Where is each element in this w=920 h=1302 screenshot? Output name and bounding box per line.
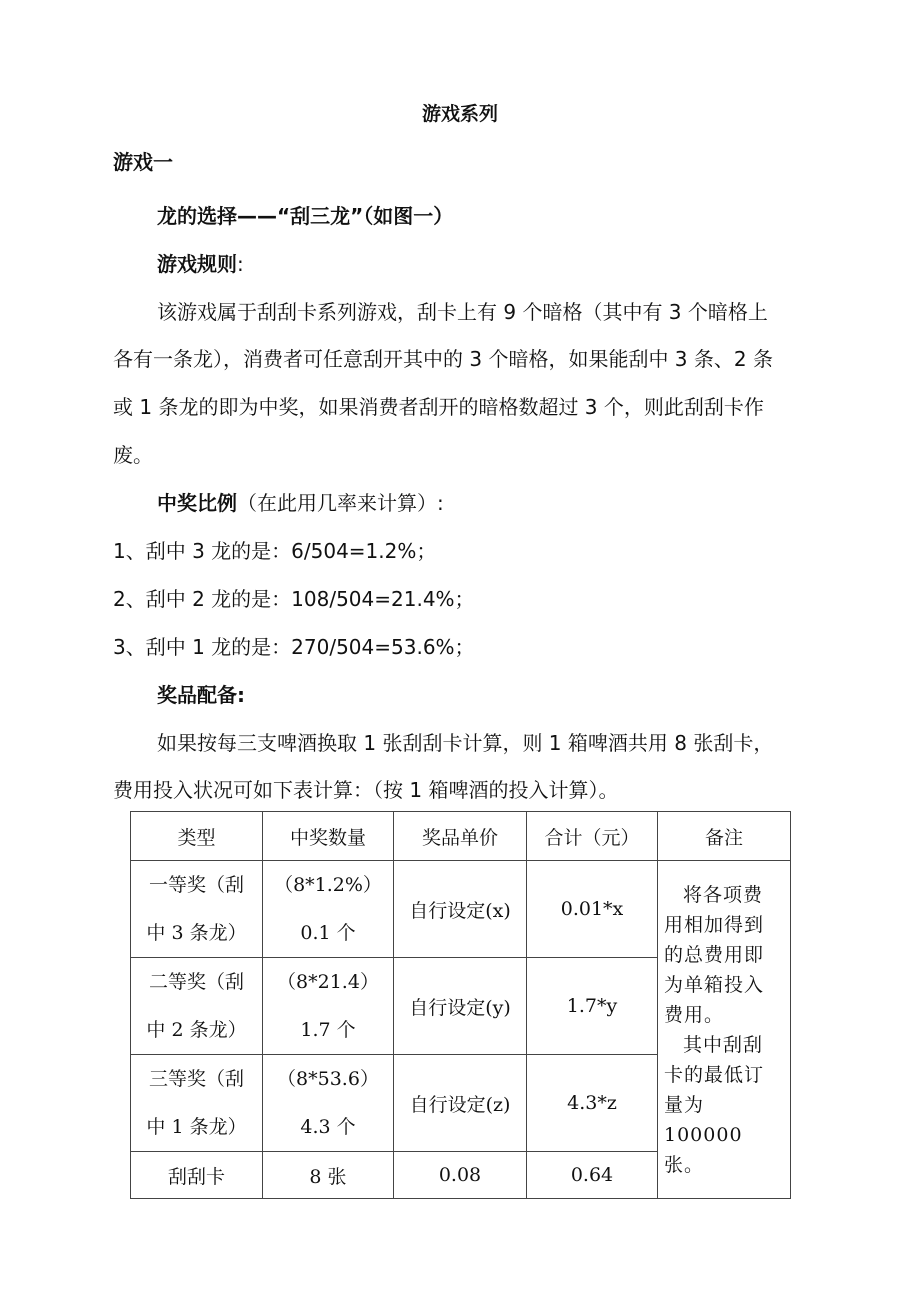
price-cell: 自行设定(z) — [394, 1055, 527, 1152]
rules-heading: 游戏规则 — [157, 252, 237, 276]
header-type: 类型 — [131, 812, 263, 861]
prize-heading: 奖品配备: — [157, 683, 245, 707]
game-heading: 游戏一 — [113, 150, 173, 174]
rules-line: 废。 — [113, 443, 153, 467]
price-cell: 自行设定(x) — [394, 861, 527, 958]
header-qty: 中奖数量 — [263, 812, 394, 861]
type-cell: 二等奖（刮 中 2 条龙） — [131, 958, 263, 1055]
ratio-item: 1、刮中 3 龙的是：6/504=1.2%； — [113, 539, 437, 563]
table-row — [131, 861, 791, 958]
subtitle: 龙的选择——“刮三龙”（如图一） — [157, 204, 454, 228]
rules-line: 该游戏属于刮刮卡系列游戏，刮卡上有 9 个暗格（其中有 3 个暗格上 — [157, 300, 768, 324]
price-cell: 自行设定(y) — [394, 958, 527, 1055]
ratio-item: 2、刮中 2 龙的是：108/504=21.4%； — [113, 587, 475, 611]
type-cell: 一等奖（刮 中 3 条龙） — [131, 861, 263, 958]
header-price: 奖品单价 — [394, 812, 527, 861]
type-cell: 三等奖（刮 中 1 条龙） — [131, 1055, 263, 1152]
total-cell: 0.01*x — [527, 861, 658, 958]
table-header-row — [131, 812, 791, 861]
prize-table — [130, 811, 791, 1199]
type-cell: 刮刮卡 — [131, 1152, 263, 1199]
price-cell: 0.08 — [394, 1152, 527, 1199]
rules-line: 或 1 条龙的即为中奖，如果消费者刮开的暗格数超过 3 个，则此刮刮卡作 — [113, 395, 764, 419]
header-note: 备注 — [658, 812, 791, 861]
total-cell: 4.3*z — [527, 1055, 658, 1152]
ratio-item: 3、刮中 1 龙的是：270/504=53.6%； — [113, 635, 475, 659]
rules-line: 各有一条龙），消费者可任意刮开其中的 3 个暗格，如果能刮中 3 条、2 条 — [113, 347, 773, 371]
header-total: 合计（元） — [527, 812, 658, 861]
prize-line: 如果按每三支啤酒换取 1 张刮刮卡计算，则 1 箱啤酒共用 8 张刮卡， — [157, 731, 774, 755]
qty-cell: （8*1.2%） 0.1 个 — [263, 861, 394, 958]
ratio-heading-line — [157, 489, 444, 517]
rules-heading-line — [157, 250, 244, 278]
qty-cell: （8*53.6） 4.3 个 — [263, 1055, 394, 1152]
qty-cell: （8*21.4） 1.7 个 — [263, 958, 394, 1055]
prize-line: 费用投入状况可如下表计算：（按 1 箱啤酒的投入计算）。 — [113, 778, 619, 802]
total-cell: 0.64 — [527, 1152, 658, 1199]
ratio-heading: 中奖比例 — [157, 491, 237, 515]
note-cell: 将各项费 用相加得到 的总费用即 为单箱投入 费用。 其中刮刮 卡的最低订 量为 100000 张。 — [658, 861, 791, 1199]
ratio-note: （在此用几率来计算）: — [237, 491, 444, 515]
qty-cell: 8 张 — [263, 1152, 394, 1199]
rules-colon: : — [237, 252, 244, 276]
page-title: 游戏系列 — [421, 103, 498, 125]
total-cell: 1.7*y — [527, 958, 658, 1055]
